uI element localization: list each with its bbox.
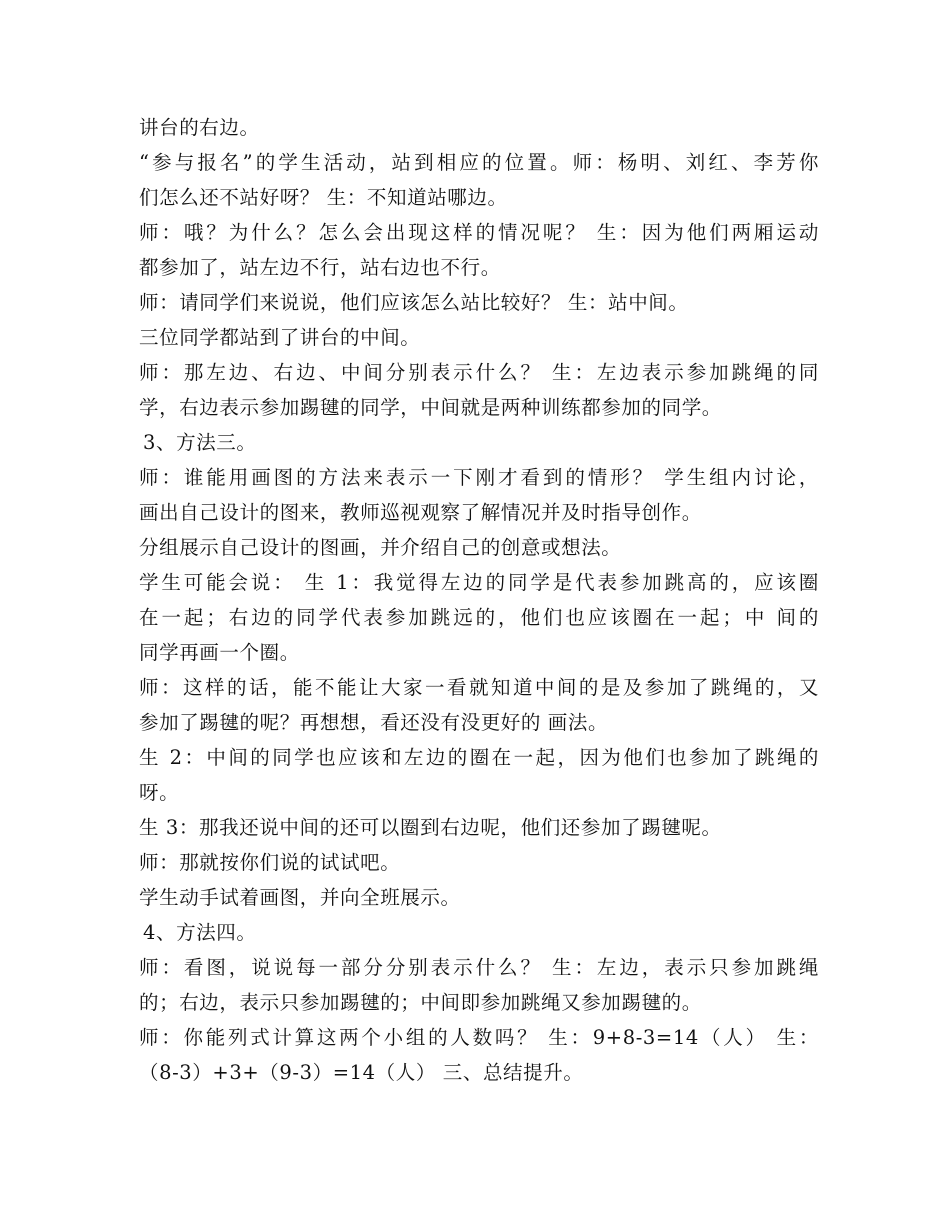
text-line: 师：那就按你们说的试试吧。: [139, 851, 401, 874]
text-line: 分组展示自己设计的图画，并介绍自己的创意或想法。: [139, 536, 622, 559]
text-line: 学，右边表示参加踢毽的同学，中间就是两种训练都参加的同学。: [139, 396, 722, 419]
text-line: 在一起；右边的同学代表参加跳远的，他们也应该圈在一起；中 间的: [139, 606, 819, 629]
text-line: 们怎么还不站好呀？ 生：不知道站哪边。: [139, 186, 508, 209]
text-line: 生 3：那我还说中间的还可以圈到右边呢，他们还参加了踢毽呢。: [139, 816, 722, 839]
text-line: 画出自己设计的图来，教师巡视观察了解情况并及时指导创作。: [139, 501, 702, 524]
text-line: “参与报名”的学生活动，站到相应的位置。师：杨明、刘红、李芳你: [139, 151, 819, 174]
text-line: 师：谁能用画图的方法来表示一下刚才看到的情形？ 学生组内讨论，: [139, 466, 819, 489]
text-line: 3、方法三。: [143, 431, 257, 454]
text-line: 师：哦？为什么？怎么会出现这样的情况呢？ 生：因为他们两厢运动: [139, 221, 819, 244]
text-line: 4、方法四。: [143, 921, 257, 944]
text-line: 呀。: [139, 781, 180, 804]
text-line: 师：那左边、右边、中间分别表示什么？ 生：左边表示参加跳绳的同: [139, 361, 819, 384]
text-line: 学生可能会说： 生 1：我觉得左边的同学是代表参加跳高的，应该圈: [139, 571, 819, 594]
text-line: 的；右边，表示只参加踢毽的；中间即参加跳绳又参加踢毽的。: [139, 991, 702, 1014]
text-line: 参加了踢毽的呢？再想想，看还没有没更好的 画法。: [139, 711, 609, 734]
document-body: [139, 110, 819, 1090]
text-line: 同学再画一个圈。: [139, 641, 300, 664]
text-line: 生 2：中间的同学也应该和左边的圈在一起，因为他们也参加了跳绳的: [139, 746, 819, 769]
text-line: 师：你能列式计算这两个小组的人数吗？ 生：9+8-3=14（人） 生：: [139, 1026, 819, 1049]
text-line: 三位同学都站到了讲台的中间。: [139, 326, 421, 349]
text-line: 讲台的右边。: [139, 116, 260, 139]
text-line: 师：这样的话，能不能让大家一看就知道中间的是及参加了跳绳的，又: [139, 676, 819, 699]
text-line: 师：请同学们来说说，他们应该怎么站比较好？ 生：站中间。: [139, 291, 689, 314]
text-line: 学生动手试着画图，并向全班展示。: [139, 886, 461, 909]
text-line: 都参加了，站左边不行，站右边也不行。: [139, 256, 501, 279]
text-line: （8-3）+3+（9-3）=14（人） 三、总结提升。: [139, 1061, 584, 1084]
text-line: 师：看图，说说每一部分分别表示什么？ 生：左边，表示只参加跳绳: [139, 956, 819, 979]
